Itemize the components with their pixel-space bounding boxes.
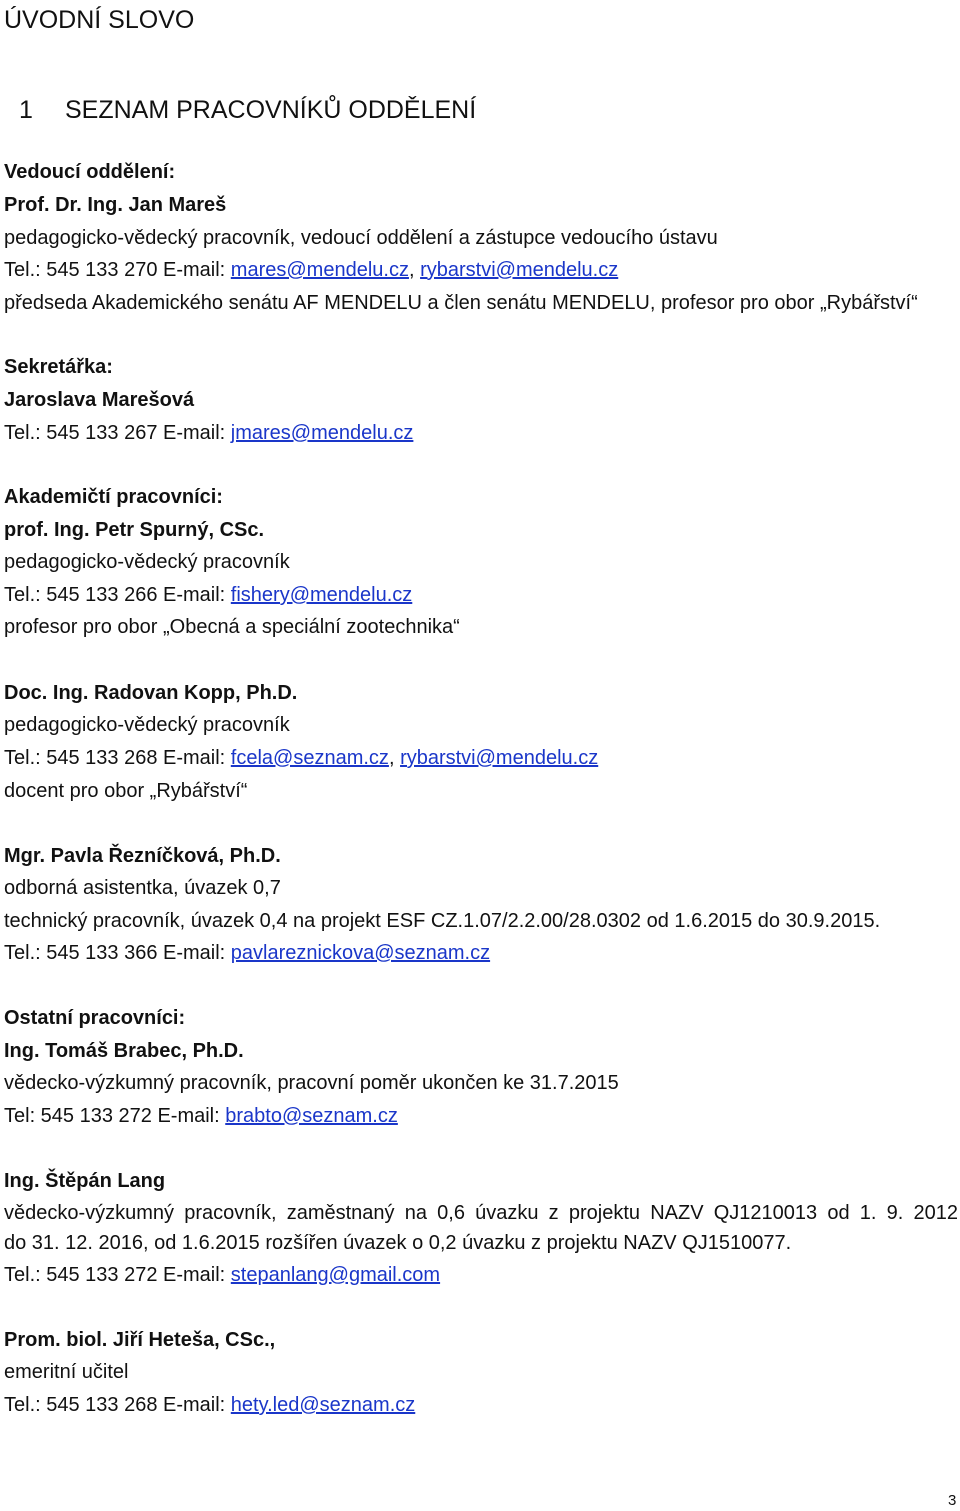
- other-p3-contact: [4, 1392, 415, 1418]
- secretary-contact: [4, 420, 413, 446]
- head-email1-link[interactable]: mares@mendelu.cz: [230, 259, 409, 281]
- academic-p2-email1-link[interactable]: fcela@seznam.cz: [230, 747, 389, 769]
- head-contact-prefix: Tel.: 545 133 270 E-mail:: [4, 259, 231, 281]
- other-p2-role-line2: do 31. 12. 2016, od 1.6.2015 rozšířen úvazek o 0,2 úvazku z projektu NAZV QJ1510077.: [4, 1232, 792, 1254]
- academic-p3-role2: technický pracovník, úvazek 0,4 na projekt ESF CZ.1.07/2.2.00/28.0302 od 1.6.2015 do 30.9.2015.: [4, 910, 881, 932]
- section-heading-text: SEZNAM PRACOVNÍKŮ ODDĚLENÍ: [65, 96, 477, 124]
- head-note: předseda Akademického senátu AF MENDELU a člen senátu MENDELU, profesor pro obor „Rybářství“: [4, 292, 918, 314]
- academic-p2-contact: [4, 745, 598, 771]
- other-p1-contact-prefix: Tel: 545 133 272 E-mail:: [4, 1105, 226, 1127]
- academic-p1-role: pedagogicko-vědecký pracovník: [4, 551, 290, 573]
- academic-p2-email-separator: ,: [388, 747, 401, 769]
- head-email2-link[interactable]: rybarstvi@mendelu.cz: [420, 259, 619, 281]
- academic-p1-email-link[interactable]: fishery@mendelu.cz: [230, 584, 413, 606]
- head-email-separator: ,: [408, 259, 421, 281]
- academic-p3-contact-prefix: Tel.: 545 133 366 E-mail:: [4, 942, 231, 964]
- other-p3-role: emeritní učitel: [4, 1361, 129, 1383]
- head-contact: [4, 257, 618, 283]
- section-number: 1: [19, 96, 33, 124]
- head-name: Prof. Dr. Ing. Jan Mareš: [4, 194, 227, 216]
- other-p2-contact-prefix: Tel.: 545 133 272 E-mail:: [4, 1264, 231, 1286]
- academic-p1-contact: [4, 582, 412, 608]
- academic-p3-name: Mgr. Pavla Řezníčková, Ph.D.: [4, 845, 281, 867]
- other-p1-contact: [4, 1103, 398, 1129]
- section-heading: [19, 94, 476, 126]
- academic-p1-note: profesor pro obor „Obecná a speciální zootechnika“: [4, 616, 460, 638]
- other-p3-name: Prom. biol. Jiří Heteša, CSc.,: [4, 1329, 276, 1351]
- academic-p2-email2-link[interactable]: rybarstvi@mendelu.cz: [400, 747, 599, 769]
- academic-p2-contact-prefix: Tel.: 545 133 268 E-mail:: [4, 747, 231, 769]
- other-p2-email-link[interactable]: stepanlang@gmail.com: [230, 1264, 441, 1286]
- other-p1-name: Ing. Tomáš Brabec, Ph.D.: [4, 1040, 244, 1062]
- academic-p1-name: prof. Ing. Petr Spurný, CSc.: [4, 519, 265, 541]
- academic-p2-note: docent pro obor „Rybářství“: [4, 780, 248, 802]
- academic-p1-contact-prefix: Tel.: 545 133 266 E-mail:: [4, 584, 231, 606]
- head-role: pedagogicko-vědecký pracovník, vedoucí oddělení a zástupce vedoucího ústavu: [4, 227, 718, 249]
- academic-p3-role1: odborná asistentka, úvazek 0,7: [4, 877, 281, 899]
- other-p1-role: vědecko-výzkumný pracovník, pracovní poměr ukončen ke 31.7.2015: [4, 1072, 619, 1094]
- secretary-contact-prefix: Tel.: 545 133 267 E-mail:: [4, 422, 231, 444]
- academic-label: Akademičtí pracovníci:: [4, 486, 223, 508]
- academic-p3-email-link[interactable]: pavlareznickova@seznam.cz: [230, 942, 491, 964]
- other-p2-contact: [4, 1262, 440, 1288]
- other-p2-role-line1: vědecko-výzkumný pracovník, zaměstnaný na 0,6 úvazku z projektu NAZV QJ1210013 od 1. 9. 2012: [4, 1202, 958, 1224]
- other-p2-name: Ing. Štěpán Lang: [4, 1170, 166, 1192]
- head-label: Vedoucí oddělení:: [4, 161, 176, 183]
- secretary-label: Sekretářka:: [4, 356, 113, 378]
- secretary-email-link[interactable]: jmares@mendelu.cz: [230, 422, 414, 444]
- page-number: 3: [948, 1492, 957, 1509]
- academic-p2-name: Doc. Ing. Radovan Kopp, Ph.D.: [4, 682, 298, 704]
- secretary-name: Jaroslava Marešová: [4, 389, 195, 411]
- other-p3-contact-prefix: Tel.: 545 133 268 E-mail:: [4, 1394, 231, 1416]
- other-p1-email-link[interactable]: brabto@seznam.cz: [225, 1105, 398, 1127]
- other-label: Ostatní pracovníci:: [4, 1007, 186, 1029]
- academic-p3-contact: [4, 940, 490, 966]
- page-title: ÚVODNÍ SLOVO: [4, 6, 195, 34]
- academic-p2-role: pedagogicko-vědecký pracovník: [4, 714, 290, 736]
- other-p3-email-link[interactable]: hety.led@seznam.cz: [230, 1394, 416, 1416]
